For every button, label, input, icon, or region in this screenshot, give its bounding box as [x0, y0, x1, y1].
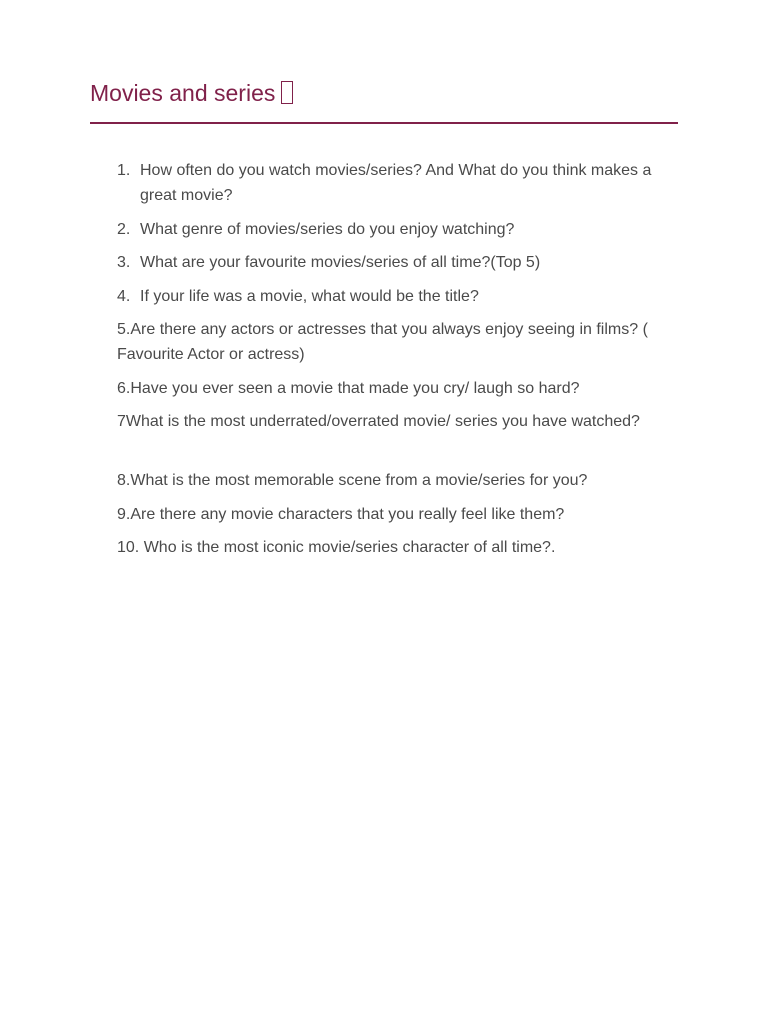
question-item-8: 8.What is the most memorable scene from a movie/series for you?: [117, 472, 588, 489]
question-item-10: 10. Who is the most iconic movie/series character of all time?.: [117, 539, 556, 556]
page-title-text: Movies and series: [90, 80, 276, 106]
question-number: 3.: [117, 254, 131, 271]
question-item-3: [117, 250, 677, 275]
question-item-2: [117, 217, 677, 242]
question-item-6: 6.Have you ever seen a movie that made you cry/ laugh so hard?: [117, 380, 580, 397]
question-text: How often do you watch movies/series? And What do you think makes a great movie?: [140, 162, 652, 204]
question-item-7: 7What is the most underrated/overrated movie/ series you have watched?: [117, 413, 640, 430]
question-text: What genre of movies/series do you enjoy watching?: [140, 221, 515, 238]
page-title: [90, 78, 293, 108]
question-item-9: 9.Are there any movie characters that you really feel like them?: [117, 506, 565, 523]
title-divider: [90, 122, 678, 124]
question-item-4: [117, 284, 677, 309]
question-number: 4.: [117, 288, 131, 305]
question-number: 1.: [117, 162, 131, 179]
question-number: 2.: [117, 221, 131, 238]
question-text: What are your favourite movies/series of all time?(Top 5): [140, 254, 541, 271]
missing-glyph-icon: [281, 81, 293, 104]
question-item-1: [117, 158, 677, 208]
question-text: If your life was a movie, what would be the title?: [140, 288, 479, 305]
question-item-5: 5.Are there any actors or actresses that you always enjoy seeing in films? ( Favourite Actor or actress): [117, 321, 648, 363]
